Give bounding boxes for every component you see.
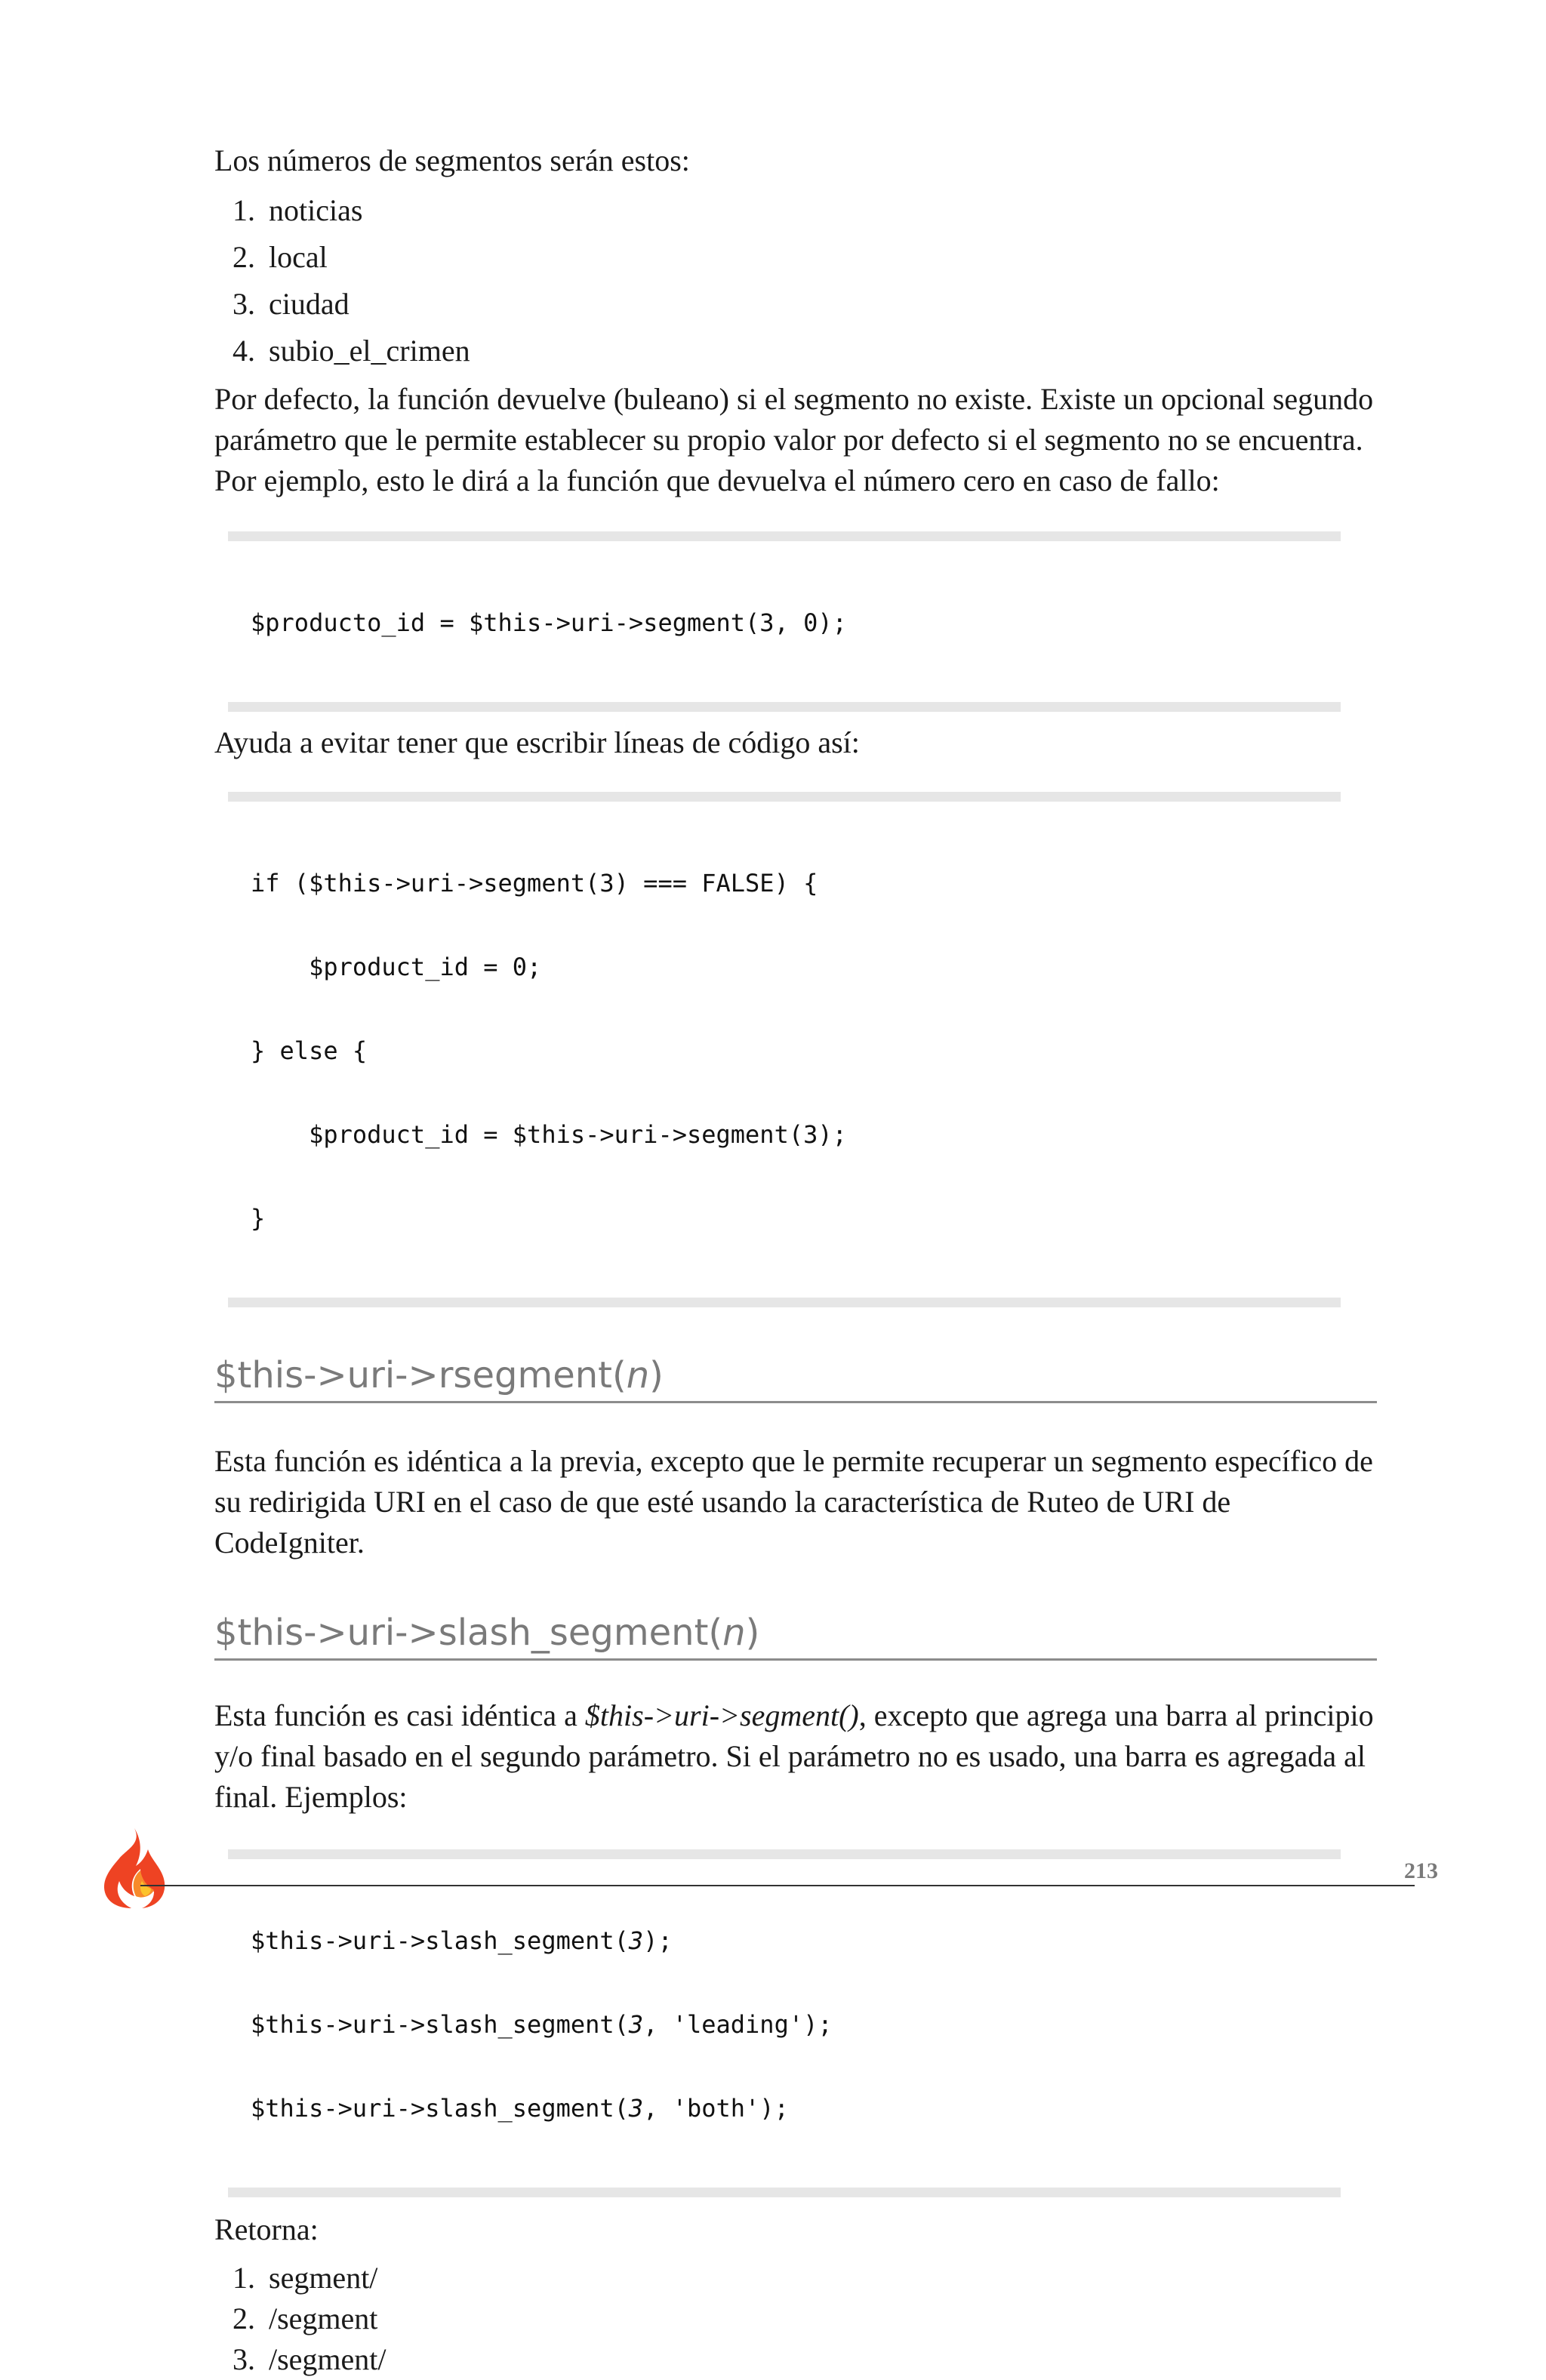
code-line: $product_id = $this->uri->segment(3); xyxy=(251,1120,847,1149)
page-number: 213 xyxy=(1404,1858,1438,1883)
para-text: Esta función es casi idéntica a xyxy=(214,1698,585,1732)
code-line: $this->uri->slash_segment(3); xyxy=(251,1926,673,1955)
list-number: 3. xyxy=(233,2342,255,2376)
list-number: 2. xyxy=(233,240,255,274)
heading-close: ) xyxy=(745,1612,760,1654)
section-heading-rsegment xyxy=(214,1353,1377,1403)
list-item xyxy=(214,187,1377,234)
list-number: 2. xyxy=(233,2301,255,2335)
heading-close: ) xyxy=(649,1354,664,1396)
list-item xyxy=(214,2258,1377,2298)
rsegment-paragraph: Esta función es idéntica a la previa, excepto que le permite recuperar un segmento específico de su redirigida URI en el caso de que esté usando la característica de Ruteo de URI de CodeIgniter. xyxy=(214,1444,1373,1559)
list-text: local xyxy=(269,240,328,274)
code-line: $product_id = 0; xyxy=(251,953,542,981)
list-number: 4. xyxy=(233,334,255,368)
heading-arg: n xyxy=(626,1354,650,1396)
list-item xyxy=(214,2339,1377,2380)
list-text: /segment xyxy=(269,2301,378,2335)
list-item xyxy=(214,234,1377,281)
heading-arg: n xyxy=(722,1612,746,1654)
default-value-paragraph: Por defecto, la función devuelve (buleano) si el segmento no existe. Existe un opcional segundo parámetro que le permite establecer su propio valor por defecto si el segmento no se encuentra. Por ejemplo, esto le dirá a la función que devuelva el número cero en caso de fallo: xyxy=(214,382,1374,497)
returns-list xyxy=(214,2258,1377,2380)
list-text: ciudad xyxy=(269,287,350,321)
para-text: , excepto que agrega una barra al principio y/o final basado en el segundo parámetro. Si el parámetro no es usado, una barra es agregada al final. Ejemplos: xyxy=(214,1698,1374,1814)
section-heading-slash-segment xyxy=(214,1610,1377,1661)
codeigniter-flame-icon xyxy=(97,1827,166,1910)
code-line: } xyxy=(251,1204,266,1233)
list-number: 1. xyxy=(233,2261,255,2295)
code-line: if ($this->uri->segment(3) === FALSE) { xyxy=(251,869,818,898)
code-line: $producto_id = $this->uri->segment(3, 0); xyxy=(251,608,847,637)
code-line: $this->uri->slash_segment(3, 'both'); xyxy=(251,2094,789,2123)
code-block-if-else xyxy=(228,792,1341,1307)
slash-segment-paragraph xyxy=(214,1695,1377,1818)
list-item xyxy=(214,281,1377,328)
list-text: segment/ xyxy=(269,2261,378,2295)
segments-list xyxy=(214,187,1377,374)
list-item xyxy=(214,2298,1377,2339)
code-block-slash-segment xyxy=(228,1849,1341,2197)
list-text: subio_el_crimen xyxy=(269,334,470,368)
list-item xyxy=(214,328,1377,374)
code-block-default xyxy=(228,531,1341,712)
inline-code-ref: $this->uri->segment() xyxy=(584,1698,859,1732)
heading-text: $this->uri->slash_segment( xyxy=(214,1612,723,1654)
footer-rule xyxy=(140,1885,1415,1886)
page-content xyxy=(214,136,1377,2380)
returns-label: Retorna: xyxy=(214,2212,319,2246)
code-line: $this->uri->slash_segment(3, 'leading'); xyxy=(251,2010,833,2039)
intro-paragraph: Los números de segmentos serán estos: xyxy=(214,143,690,177)
code-line: } else { xyxy=(251,1036,368,1065)
heading-text: $this->uri->rsegment( xyxy=(214,1354,627,1396)
list-text: noticias xyxy=(269,193,363,227)
list-text: /segment/ xyxy=(269,2342,386,2376)
list-number: 1. xyxy=(233,193,255,227)
avoid-paragraph: Ayuda a evitar tener que escribir líneas de código así: xyxy=(214,725,860,759)
list-number: 3. xyxy=(233,287,255,321)
